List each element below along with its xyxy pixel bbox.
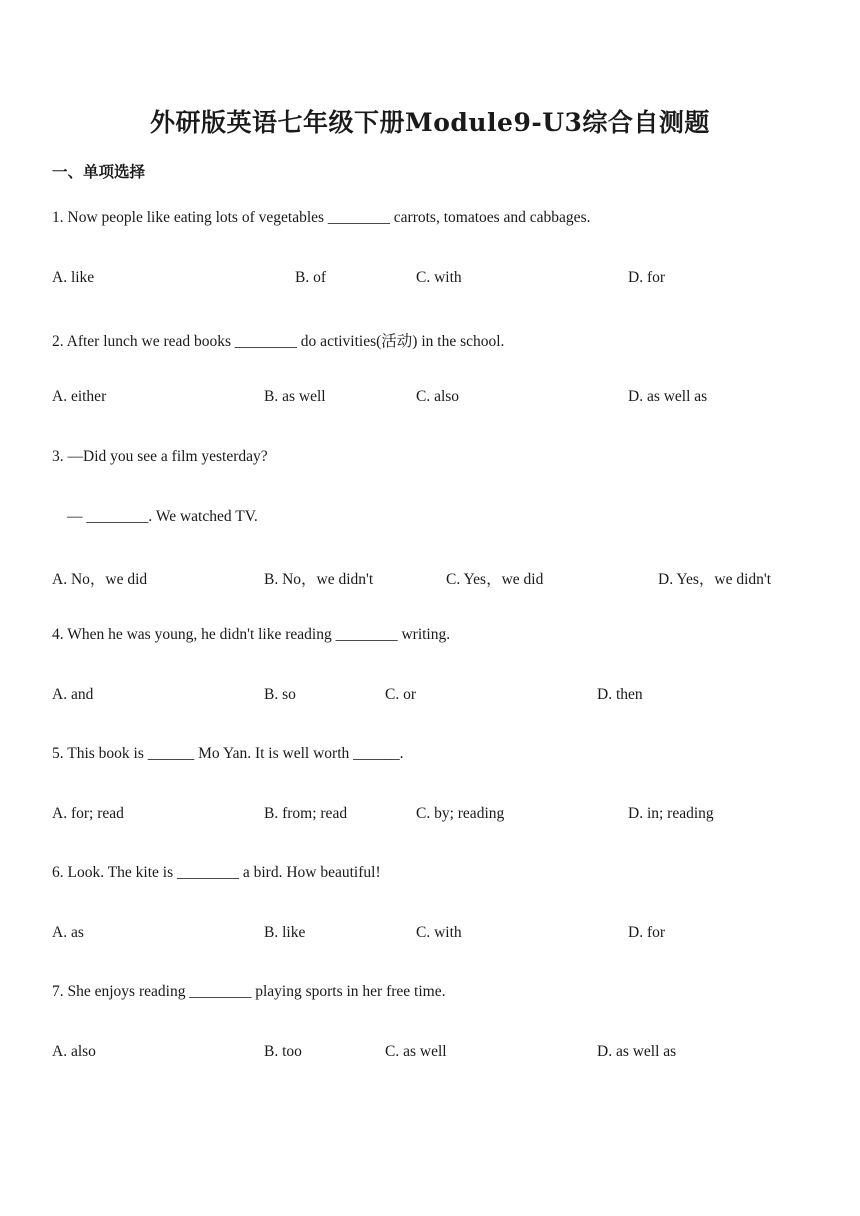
option-3d: D. Yes，we didn't bbox=[658, 571, 772, 588]
option-3a: A. No，we did bbox=[52, 571, 148, 588]
option-4c: C. or bbox=[385, 686, 416, 703]
document-title: 外研版英语七年级下册Module9-U3综合自测题 bbox=[150, 108, 710, 137]
option-2c: C. also bbox=[416, 388, 460, 405]
section-heading: 一、单项选择 bbox=[52, 163, 146, 181]
option-2d: D. as well as bbox=[628, 388, 708, 405]
option-1c: C. with bbox=[416, 269, 462, 286]
option-4d: D. then bbox=[597, 686, 643, 703]
option-5b: B. from; read bbox=[264, 805, 348, 822]
option-3b: B. No，we didn't bbox=[264, 571, 374, 588]
question-stem-1: 1. Now people like eating lots of vegetables ________ carrots, tomatoes and cabbages. bbox=[52, 209, 591, 226]
option-1a: A. like bbox=[52, 269, 95, 286]
option-7a: A. also bbox=[52, 1043, 96, 1060]
option-4a: A. and bbox=[52, 686, 94, 703]
option-2a: A. either bbox=[52, 388, 107, 405]
option-1b: B. of bbox=[295, 269, 326, 286]
question-stem-2: 2. After lunch we read books ________ do activities(活动) in the school. bbox=[52, 333, 505, 350]
option-6b: B. like bbox=[264, 924, 306, 941]
option-7d: D. as well as bbox=[597, 1043, 677, 1060]
option-5d: D. in; reading bbox=[628, 805, 714, 822]
question-stem-7: 7. She enjoys reading ________ playing sports in her free time. bbox=[52, 983, 446, 1000]
question-stem-5: 5. This book is ______ Mo Yan. It is well worth ______. bbox=[52, 745, 404, 762]
option-4b: B. so bbox=[264, 686, 296, 703]
option-6c: C. with bbox=[416, 924, 462, 941]
option-6a: A. as bbox=[52, 924, 84, 941]
option-5c: C. by; reading bbox=[416, 805, 505, 822]
option-7b: B. too bbox=[264, 1043, 302, 1060]
question-stem-3: 3. —Did you see a film yesterday? bbox=[52, 448, 268, 465]
option-5a: A. for; read bbox=[52, 805, 124, 822]
option-2b: B. as well bbox=[264, 388, 326, 405]
question-stem-3-reply: — ________. We watched TV. bbox=[67, 508, 258, 525]
option-7c: C. as well bbox=[385, 1043, 447, 1060]
option-3c: C. Yes，we did bbox=[446, 571, 544, 588]
question-stem-4: 4. When he was young, he didn't like reading ________ writing. bbox=[52, 626, 451, 643]
option-6d: D. for bbox=[628, 924, 666, 941]
question-stem-6: 6. Look. The kite is ________ a bird. How beautiful! bbox=[52, 864, 381, 881]
option-1d: D. for bbox=[628, 269, 666, 286]
